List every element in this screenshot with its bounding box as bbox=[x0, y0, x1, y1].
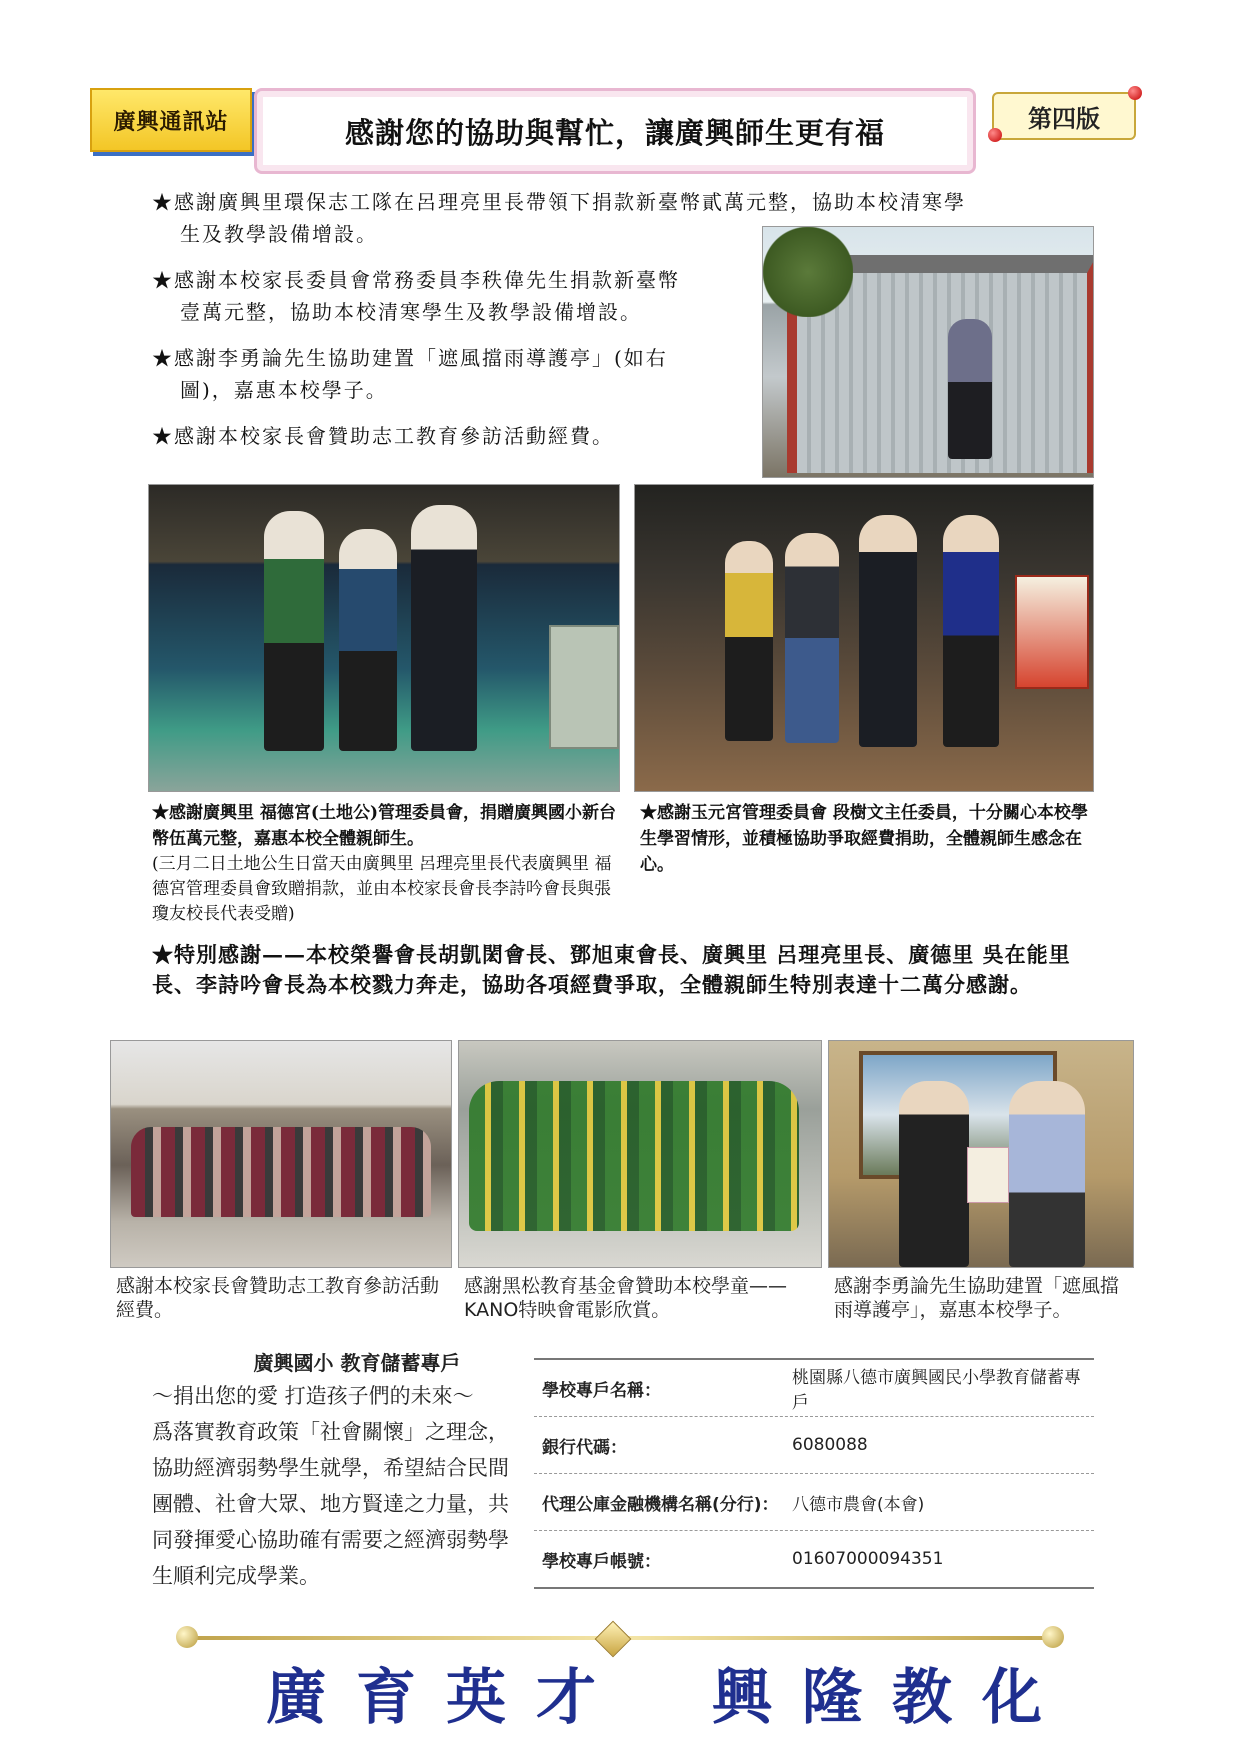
left-photo-caption bbox=[152, 800, 620, 927]
account-value: 6080088 bbox=[792, 1435, 868, 1455]
page-title: 感謝您的協助與幫忙，讓廣興師生更有福 bbox=[254, 88, 976, 174]
ceremony-photo-left bbox=[148, 484, 620, 792]
savings-section bbox=[152, 1348, 522, 1594]
right-photo-caption: ★感謝玉元宮管理委員會 段樹文主任委員，十分關心本校學生學習情形，並積極協助爭取經費捐助，全體親師生感念在心。 bbox=[640, 803, 1088, 875]
account-row bbox=[534, 1531, 1094, 1589]
donor-meeting-photo bbox=[828, 1040, 1134, 1268]
decor-dot-icon bbox=[1128, 86, 1142, 100]
photo-caption-2: 感謝黑松教育基金會贊助本校學童——KANO特映會電影欣賞。 bbox=[464, 1275, 788, 1321]
account-value: 桃園縣八德市廣興國民小學教育儲蓄專戶 bbox=[792, 1368, 1081, 1413]
motto-right: 興隆教化 bbox=[712, 1663, 1072, 1733]
thanks-item: ★感謝本校家長會贊助志工教育參訪活動經費。 bbox=[152, 424, 614, 448]
section-tag: 廣興通訊站 bbox=[90, 88, 252, 152]
thanks-item-cont: 圖)，嘉惠本校學子。 bbox=[180, 378, 388, 402]
account-label: 學校專戶帳號： bbox=[542, 1551, 661, 1572]
account-table bbox=[534, 1358, 1094, 1589]
caption-note: (三月二日土地公生日當天由廣興里 呂理亮里長代表廣興里 福德宮管理委員會致贈捐款，並由本校家長會長李詩吟會長與張瓊友校長代表受贈) bbox=[152, 854, 612, 924]
special-thanks: ★特別感謝——本校榮譽會長胡凱閎會長、鄧旭東會長、廣興里 呂理亮里長、廣德里 吳在能里長、李詩吟會長為本校戮力奔走，協助各項經費爭取，全體親師生特別表達十二萬分感謝。 bbox=[152, 942, 1071, 997]
thanks-item: ★感謝廣興里環保志工隊在呂理亮里長帶領下捐款新臺幣貳萬元整，協助本校清寒學 bbox=[152, 190, 966, 214]
account-label: 銀行代碼： bbox=[542, 1437, 627, 1458]
account-label: 學校專戶名稱： bbox=[542, 1380, 661, 1401]
thanks-item-cont: 壹萬元整，協助本校清寒學生及教學設備增設。 bbox=[180, 300, 642, 324]
caption-main: ★感謝廣興里 福德宮(土地公)管理委員會，捐贈廣興國小新台幣伍萬元整，嘉惠本校全體親師生。 bbox=[152, 803, 617, 849]
savings-slogan: ～捐出您的愛 打造孩子們的未來～ bbox=[152, 1384, 474, 1408]
kano-movie-photo bbox=[458, 1040, 822, 1268]
edition-badge: 第四版 bbox=[992, 92, 1136, 140]
account-label: 代理公庫金融機構名稱(分行)： bbox=[542, 1494, 779, 1515]
motto-left: 廣育英才 bbox=[266, 1663, 626, 1733]
savings-body: 爲落實教育政策「社會關懷」之理念，協助經濟弱勢學生就學，希望結合民間團體、社會大眾、地方賢達之力量，共同發揮愛心協助確有需要之經濟弱勢學生順利完成學業。 bbox=[152, 1420, 509, 1588]
account-row bbox=[534, 1474, 1094, 1531]
thanks-item: ★感謝李勇論先生協助建置「遮風擋雨導護亭」(如右 bbox=[152, 346, 668, 370]
shelter-photo bbox=[762, 226, 1094, 478]
account-row bbox=[534, 1417, 1094, 1474]
thanks-item: ★感謝本校家長委員會常務委員李秩偉先生捐款新臺幣 bbox=[152, 268, 680, 292]
divider-orb-icon bbox=[176, 1626, 198, 1648]
photo-caption-3: 感謝李勇論先生協助建置「遮風擋雨導護亭」，嘉惠本校學子。 bbox=[834, 1275, 1120, 1321]
thanks-item-cont: 生及教學設備增設。 bbox=[180, 222, 378, 246]
savings-title: 廣興國小 教育儲蓄專戶 bbox=[253, 1351, 461, 1375]
account-value: 01607000094351 bbox=[792, 1549, 944, 1569]
thanks-list-narrow bbox=[152, 264, 752, 452]
account-value: 八德市農會(本會) bbox=[792, 1494, 925, 1515]
field-trip-photo bbox=[110, 1040, 452, 1268]
photo-caption-1: 感謝本校家長會贊助志工教育參訪活動經費。 bbox=[116, 1275, 440, 1321]
decor-dot-icon bbox=[988, 128, 1002, 142]
divider-orb-icon bbox=[1042, 1626, 1064, 1648]
ceremony-photo-right bbox=[634, 484, 1094, 792]
account-row bbox=[534, 1358, 1094, 1417]
